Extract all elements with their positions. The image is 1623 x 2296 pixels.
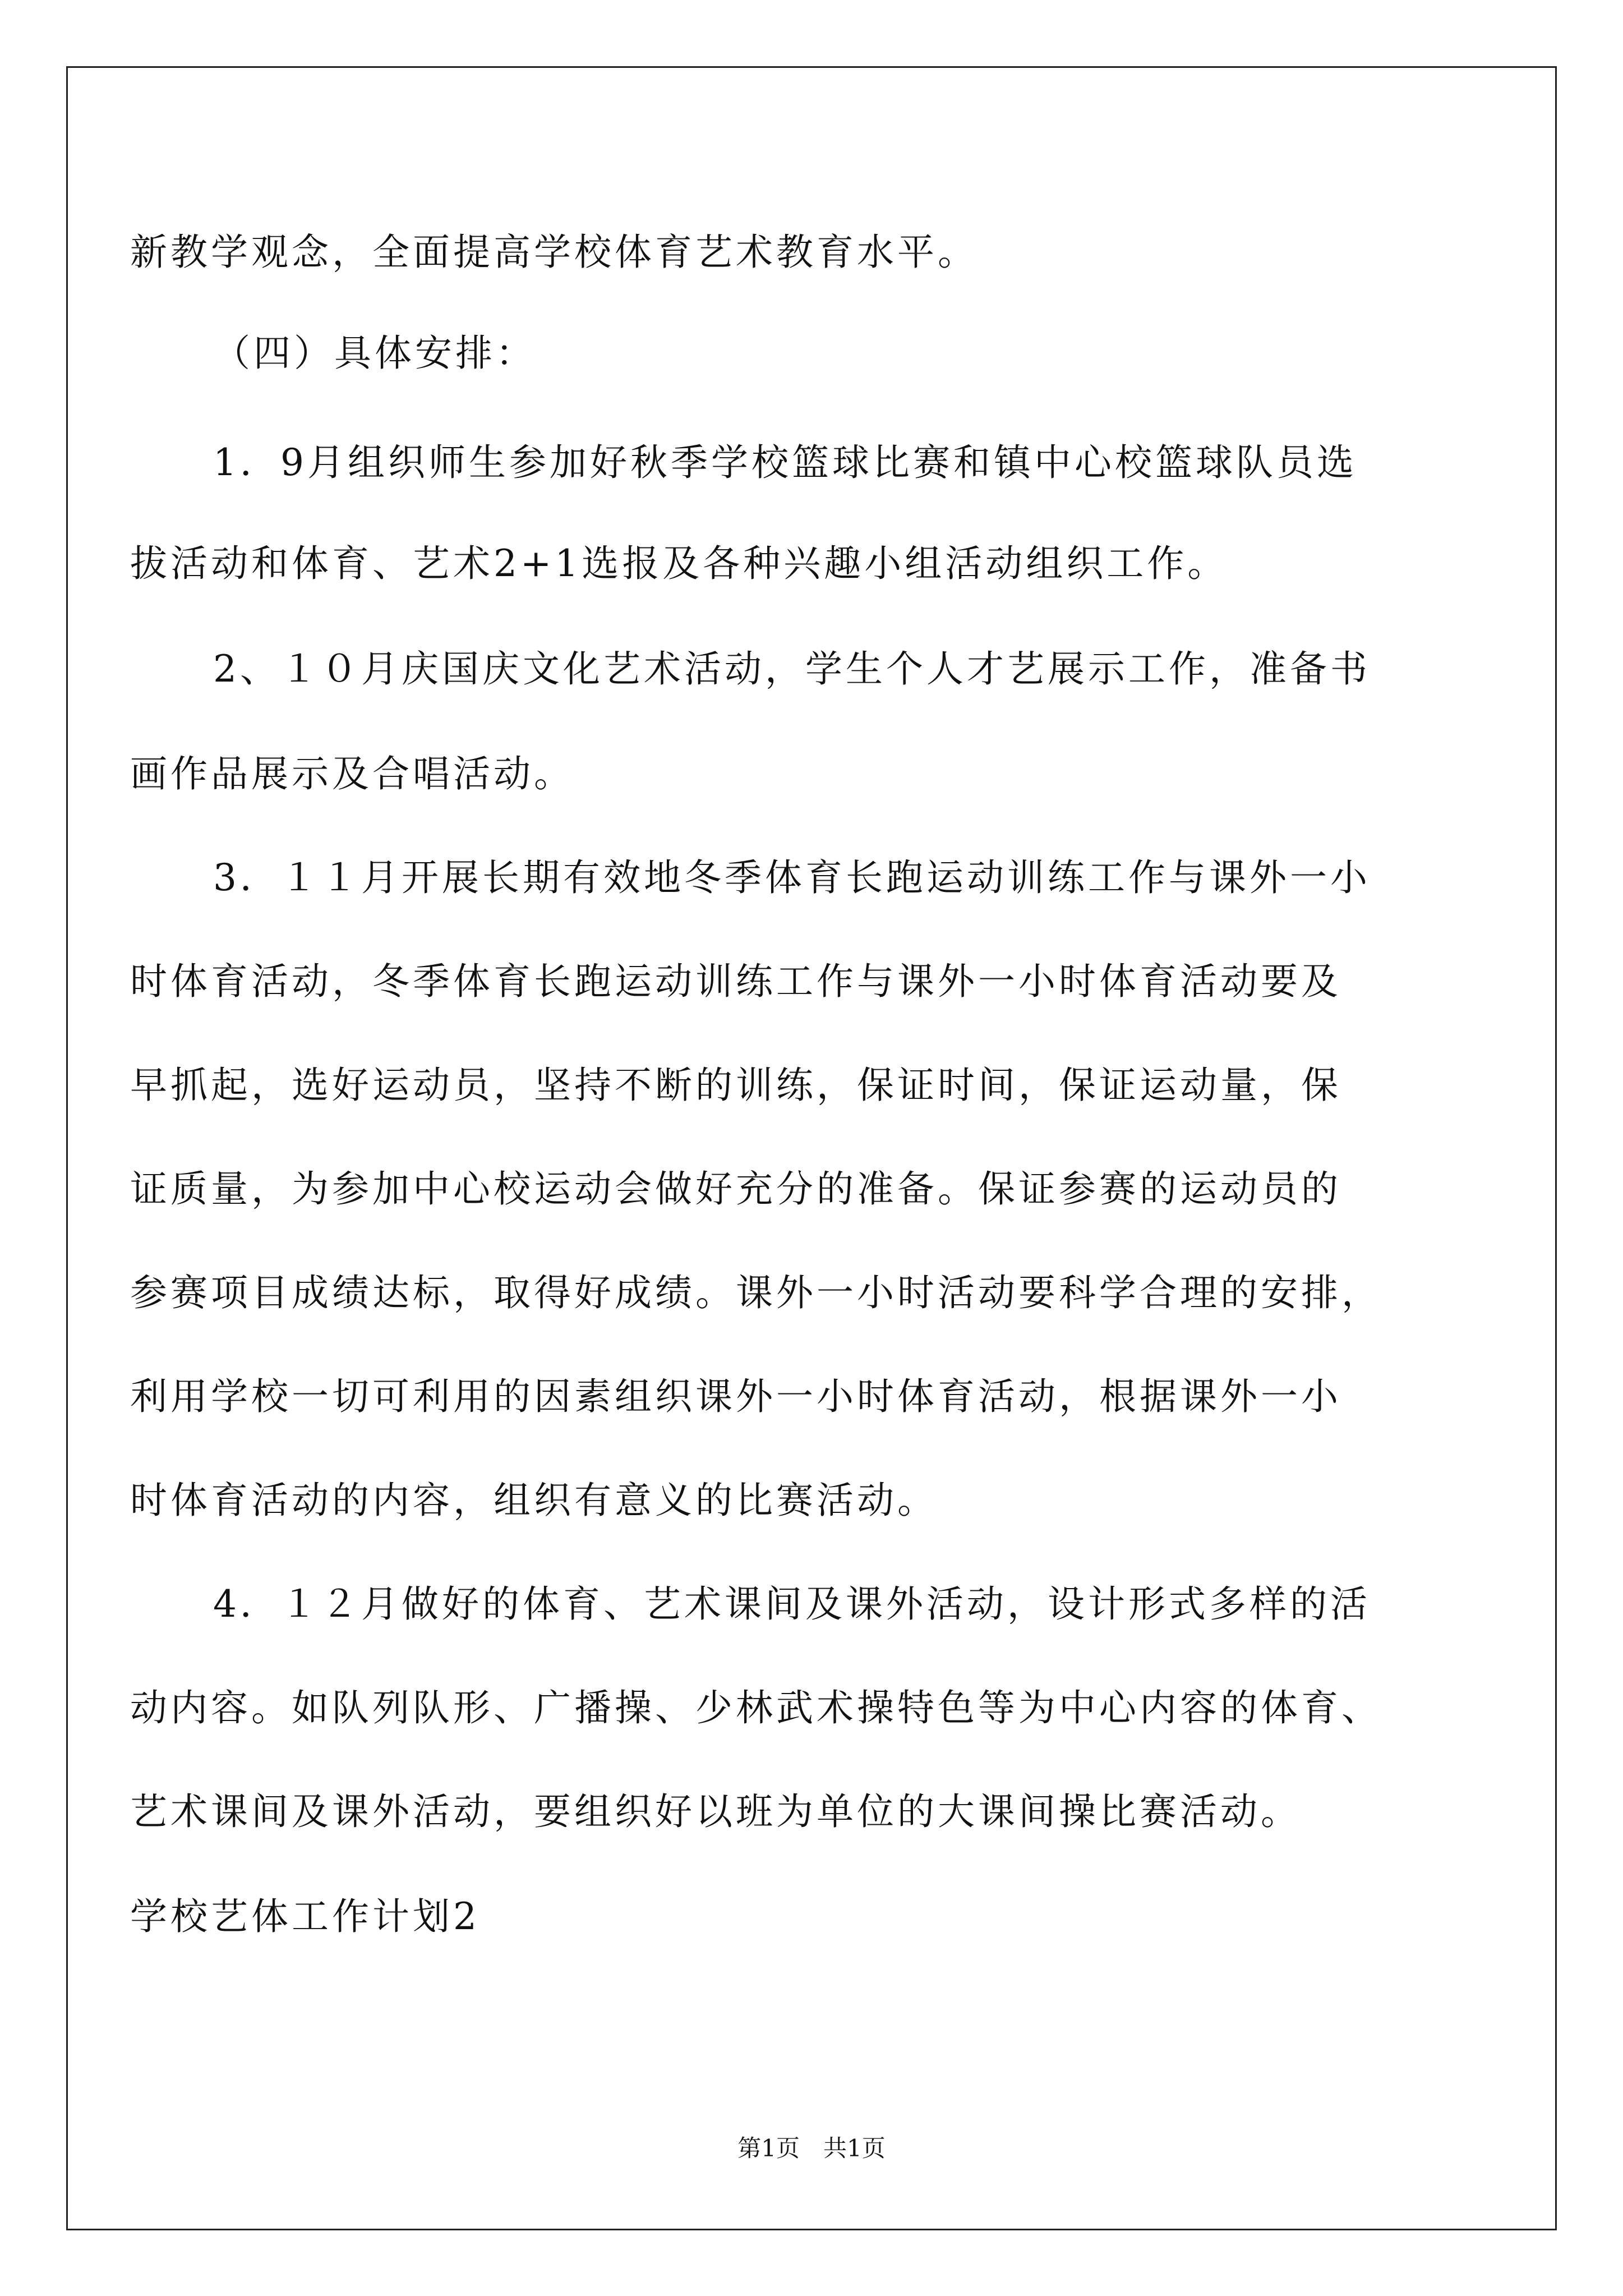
paragraph-line: 参赛项目成绩达标，取得好成绩。课外一小时活动要科学合理的安排， (130, 1271, 1382, 1314)
paragraph-line: 时体育活动的内容，组织有意义的比赛活动。 (130, 1479, 938, 1522)
page-footer: 第1页 共1页 (737, 2134, 886, 2162)
paragraph-line: 拔活动和体育、艺术2+1选报及各种兴趣小组活动组织工作。 (130, 542, 1228, 585)
paragraph-line: 时体育活动，冬季体育长跑运动训练工作与课外一小时体育活动要及 (130, 960, 1341, 1003)
paragraph-line: 1．9月组织师生参加好秋季学校篮球比赛和镇中心校篮球队员选 (213, 441, 1357, 484)
paragraph-line: 2、１０月庆国庆文化艺术活动，学生个人才艺展示工作，准备书 (213, 647, 1371, 691)
paragraph-line: 3．１１月开展长期有效地冬季体育长跑运动训练工作与课外一小 (213, 856, 1371, 899)
paragraph-line: 早抓起，选好运动员，坚持不断的训练，保证时间，保证运动量，保 (130, 1064, 1341, 1107)
paragraph-line: 画作品展示及合唱活动。 (130, 752, 574, 795)
section-heading: （四）具体安排： (213, 332, 536, 375)
paragraph-line: 4．１２月做好的体育、艺术课间及课外活动，设计形式多样的活 (213, 1582, 1371, 1626)
paragraph-line: 利用学校一切可利用的因素组织课外一小时体育活动，根据课外一小 (130, 1375, 1341, 1418)
paragraph-line: 证质量，为参加中心校运动会做好充分的准备。保证参赛的运动员的 (130, 1167, 1341, 1211)
paragraph-line: 动内容。如队列队形、广播操、少林武术操特色等为中心内容的体育、 (130, 1686, 1382, 1729)
paragraph-line: 新教学观念，全面提高学校体育艺术教育水平。 (130, 231, 978, 274)
paragraph-line: 艺术课间及课外活动，要组织好以班为单位的大课间操比赛活动。 (130, 1790, 1301, 1833)
document-title: 学校艺体工作计划2 (130, 1895, 480, 1938)
